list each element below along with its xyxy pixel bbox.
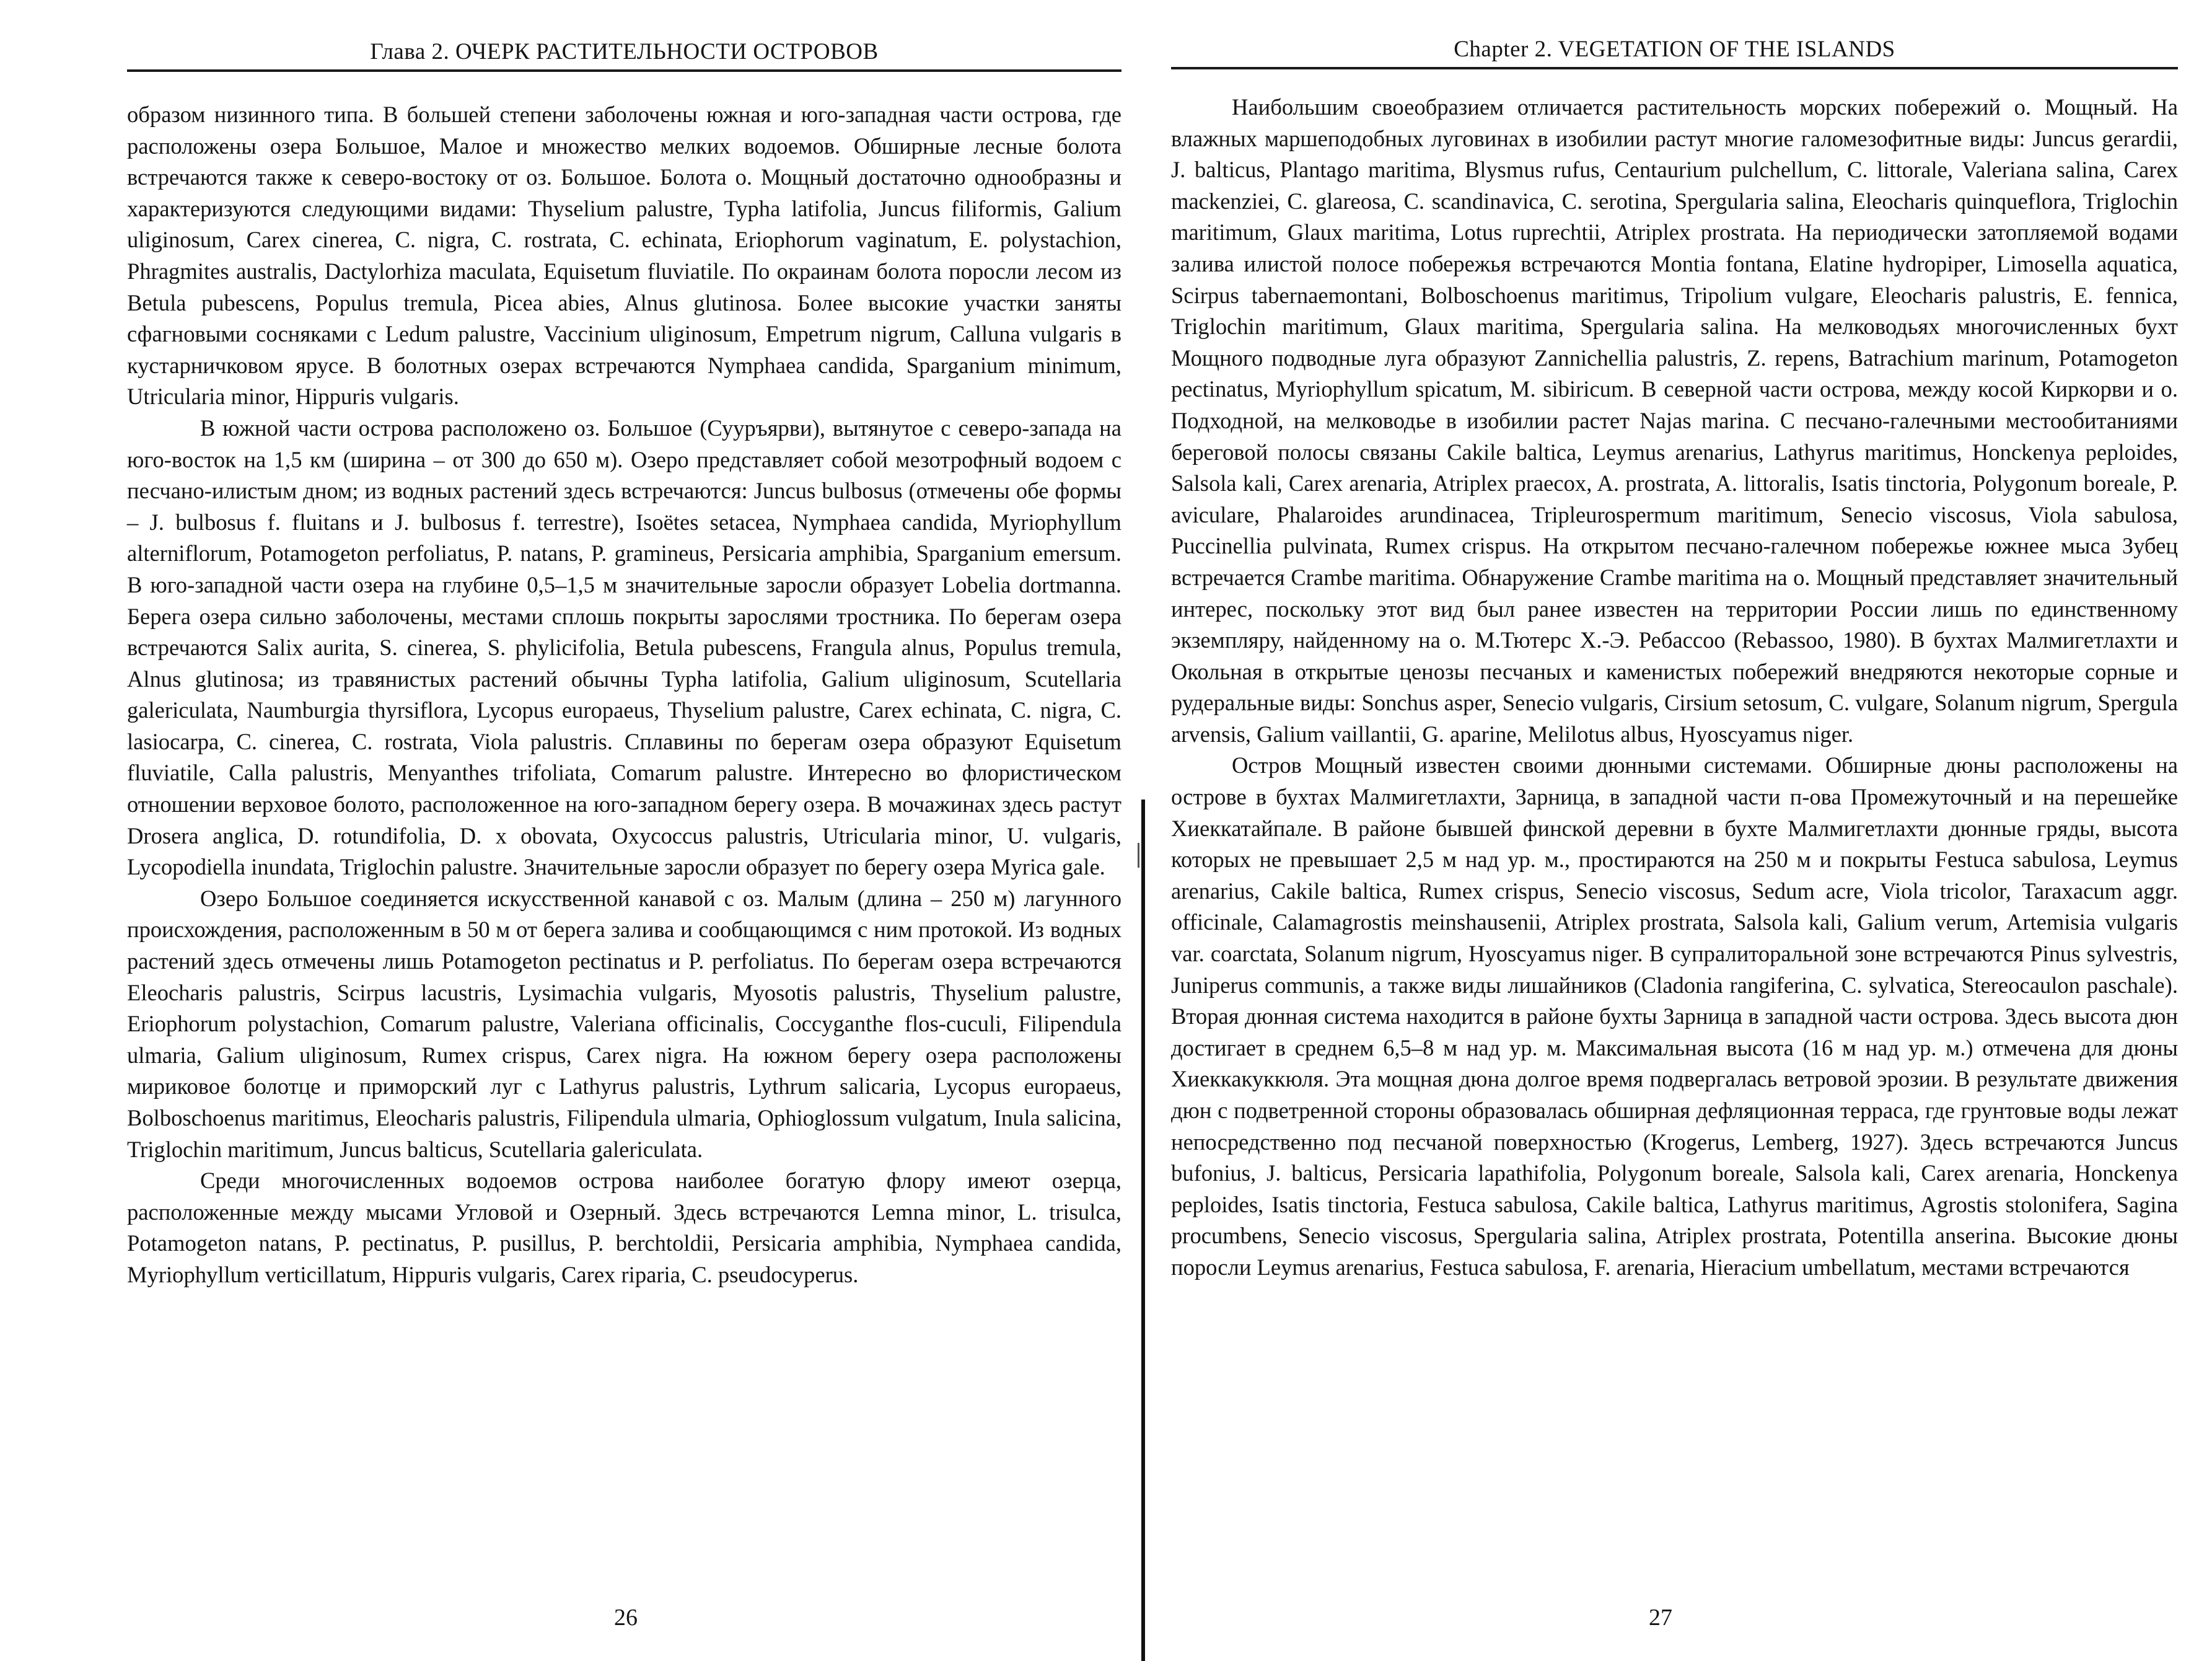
right-running-head: Chapter 2. VEGETATION OF THE ISLANDS — [1171, 36, 2178, 69]
left-paragraph-4: Среди многочисленных водоемов острова наиболее богатую флору имеют озерца, расположенные между мысами Угловой и Озерный. Здесь встречаются Lemna minor, L. trisulca, Potamogeton natans, P. pectinatus, P. pusillus, P. berchtoldii, Persicaria amphibia, Nymphaea candida, Myriophyllum verticillatum, Hippuris vulgaris, Carex riparia, C. pseudocyperus. — [127, 1168, 1121, 1287]
left-page-number: 26 — [614, 1605, 638, 1631]
left-paragraph-2: В южной части острова расположено оз. Большое (Сууръярви), вытянутое с северо-запада на юго-восток на 1,5 км (ширина – от 300 до 650 м). Озеро представляет собой мезотрофный водоем с песчано-илистым дном; из водных растений здесь встречаются: Juncus bulbosus (отмечены обе формы – J. bulbosus f. fluitans и J. bulbosus f. terrestre), Isoëtes setacea, Nymphaea candida, Myriophyllum alterniflorum, Potamogeton perfoliatus, P. natans, P. gramineus, Persicaria amphibia, Sparganium emersum. В юго-западной части озера на глубине 0,5–1,5 м значительные заросли образует Lobelia dortmanna. Берега озера сильно заболочены, местами сплошь покрыты зарослями тростника. По берегам озера встречаются Salix aurita, S. cinerea, S. phylicifolia, Betula pubescens, Frangula alnus, Populus tremula, Alnus glutinosa; из травянистых растений обычны Typha latifolia, Galium uliginosum, Scutellaria galericulata, Naumburgia thyrsiflora, Lycopus europaeus, Thyselium palustre, Carex echinata, C. nigra, C. lasiocarpa, C. cinerea, C. rostrata, Viola palustris. Сплавины по берегам озера образуют Equisetum fluviatile, Calla palustris, Menyanthes trifoliata, Comarum palustre. Интересно во флористическом отношении верховое болото, расположенное на юго-западном берегу озера. В мочажинах здесь растут Drosera anglica, D. rotundifolia, D. x obovata, Oxycoccus palustris, Utricularia minor, U. vulgaris, Lycopodiella inundata, Triglochin palustre. Значительные заросли образует по берегу озера Myrica gale. — [127, 415, 1121, 880]
left-body-text — [127, 99, 1121, 1291]
left-paragraph-1: образом низинного типа. В большей степени заболочены южная и юго-западная части острова, где расположены озера Большое, Малое и множество мелких водоемов. Обширные лесные болота встречаются также к северо-востоку от оз. Большое. Болота о. Мощный достаточно однообразны и характеризуются следующими видами: Thyselium palustre, Typha latifolia, Juncus filiformis, Galium uliginosum, Carex cinerea, C. nigra, C. rostrata, C. echinata, Eriophorum vaginatum, E. polystachion, Phragmites australis, Dactylorhiza maculata, Equisetum fluviatile. По окраинам болота поросли лесом из Betula pubescens, Populus tremula, Picea abies, Alnus glutinosa. Более высокие участки заняты сфагновыми сосняками с Ledum palustre, Vaccinium uliginosum, Empetrum nigrum, Calluna vulgaris в кустарничковом ярусе. В болотных озерах встречаются Nymphaea candida, Sparganium minimum, Utricularia minor, Hippuris vulgaris. — [127, 102, 1121, 410]
left-running-head: Глава 2. ОЧЕРК РАСТИТЕЛЬНОСТИ ОСТРОВОВ — [127, 38, 1121, 72]
right-page — [1143, 0, 2212, 1661]
left-paragraph-3: Озеро Большое соединяется искусственной канавой с оз. Малым (длина – 250 м) лагунного происхождения, расположенным в 50 м от берега залива и сообщающимся с ним протокой. Из водных растений здесь отмечены лишь Potamogeton pectinatus и P. perfoliatus. По берегам озера встречаются Eleocharis palustris, Scirpus lacustris, Lysimachia vulgaris, Myosotis palustris, Thyselium palustre, Eriophorum polystachion, Comarum palustre, Valeriana officinalis, Coccyganthe flos-cuculi, Filipendula ulmaria, Galium uliginosum, Rumex crispus, Carex nigra. На южном берегу озера расположены мириковое болотце и приморский луг с Lathyrus palustris, Lythrum salicaria, Lycopus europaeus, Bolboschoenus maritimus, Eleocharis palustris, Filipendula ulmaria, Ophioglossum vulgatum, Inula salicina, Triglochin maritimum, Juncus balticus, Scutellaria galericulata. — [127, 885, 1121, 1162]
right-paragraph-2: Остров Мощный известен своими дюнными системами. Обширные дюны расположены на острове в бухтах Малмигетлахти, Зарница, в западной части п-ова Промежуточный и на перешейке Хиеккатайпале. В районе бывшей финской деревни в бухте Малмигетлахти дюнные гряды, высота которых не превышает 2,5 м над ур. м., простираются на 250 м и покрыты Festuca sabulosa, Leymus arenarius, Cakile baltica, Rumex crispus, Senecio viscosus, Sedum acre, Viola tricolor, Taraxacum aggr. officinale, Calamagrostis meinshausenii, Atriplex prostrata, Salsola kali, Galium verum, Artemisia vulgaris var. coarctata, Solanum nigrum, Hyoscyamus niger. В супралиторальной зоне встречаются Pinus sylvestris, Juniperus communis, а также виды лишайников (Cladonia rangiferina, C. sylvatica, Stereocaulon paschale). Вторая дюнная система находится в районе бухты Зарница в западной части острова. Здесь высота дюн достигает в среднем 6,5–8 м над ур. м. Максимальная высота (16 м над ур. м.) отмечена для дюны Хиеккакуккюля. Эта мощная дюна долгое время подвергалась ветровой эрозии. В результате движения дюн с подветренной стороны образовалась обширная дефляционная терраса, где грунтовые воды лежат непосредственно под песчаной поверхностью (Krogerus, Lemberg, 1927). Здесь встречаются Juncus bufonius, J. balticus, Persicaria lapathifolia, Polygonum boreale, Salsola kali, Carex arenaria, Honckenya peploides, Isatis tinctoria, Festuca sabulosa, Cakile baltica, Lathyrus maritimus, Agrostis stolonifera, Sagina procumbens, Senecio viscosus, Spergularia salina, Atriplex prostrata, Potentilla anserina. Высокие дюны поросли Leymus arenarius, Festuca sabulosa, F. arenaria, Hieracium umbellatum, местами встречаются — [1171, 752, 2178, 1280]
right-paragraph-1: Наибольшим своеобразием отличается растительность морских побережий о. Мощный. На влажных маршеподобных луговинах в изобилии растут многие галомезофитные виды: Juncus gerardii, J. balticus, Plantago maritima, Blysmus rufus, Centaurium pulchellum, C. littorale, Valeriana salina, Carex mackenziei, C. glareosa, C. scandinavica, C. serotina, Spergularia salina, Eleocharis quinqueflora, Triglochin maritimum, Glaux maritima, Lotus ruprechtii, Atriplex prostrata. На периодически затопляемой водами залива илистой полосе побережья встречаются Montia fontana, Elatine hydropiper, Limosella aquatica, Scirpus tabernaemontani, Bolboschoenus maritimus, Tripolium vulgare, Eleocharis palustris, E. fennica, Triglochin maritimum, Glaux maritima, Spergularia salina. На мелководьях многочисленных бухт Мощного подводные луга образуют Zannichellia palustris, Z. repens, Batrachium marinum, Potamogeton pectinatus, Myriophyllum spicatum, M. sibiricum. В северной части острова, между косой Киркорви и о. Подходной, на мелководье в изобилии растет Najas marina. С песчано-галечными местообитаниями береговой полосы связаны Cakile baltica, Leymus arenarius, Lathyrus maritimus, Honckenya peploides, Salsola kali, Carex arenaria, Atriplex praecox, A. prostrata, A. littoralis, Isatis tinctoria, Polygonum boreale, P. aviculare, Phalaroides arundinacea, Tripleurospermum maritimum, Senecio viscosus, Viola sabulosa, Puccinellia pulvinata, Rumex crispus. На открытом песчано-галечном побережье южнее мыса Зубец встречается Crambe maritima. Обнаружение Crambe maritima на о. Мощный представляет значительный интерес, поскольку этот вид был ранее известен на территории России лишь по единственному экземпляру, найденному на о. М.Тютерс Х.-Э. Ребассоо (Rebassoo, 1980). В бухтах Малмигетлахти и Окольная в открытые ценозы песчаных и каменистых побережий внедряются некоторые сорные и рудеральные виды: Sonchus asper, Senecio vulgaris, Cirsium setosum, C. vulgare, Solanum nigrum, Spergula arvensis, Galium vaillantii, G. aparine, Melilotus albus, Hyoscyamus niger. — [1171, 94, 2178, 747]
right-page-number: 27 — [1649, 1605, 1672, 1631]
gutter-mark — [1138, 843, 1139, 868]
right-body-text — [1171, 92, 2178, 1284]
